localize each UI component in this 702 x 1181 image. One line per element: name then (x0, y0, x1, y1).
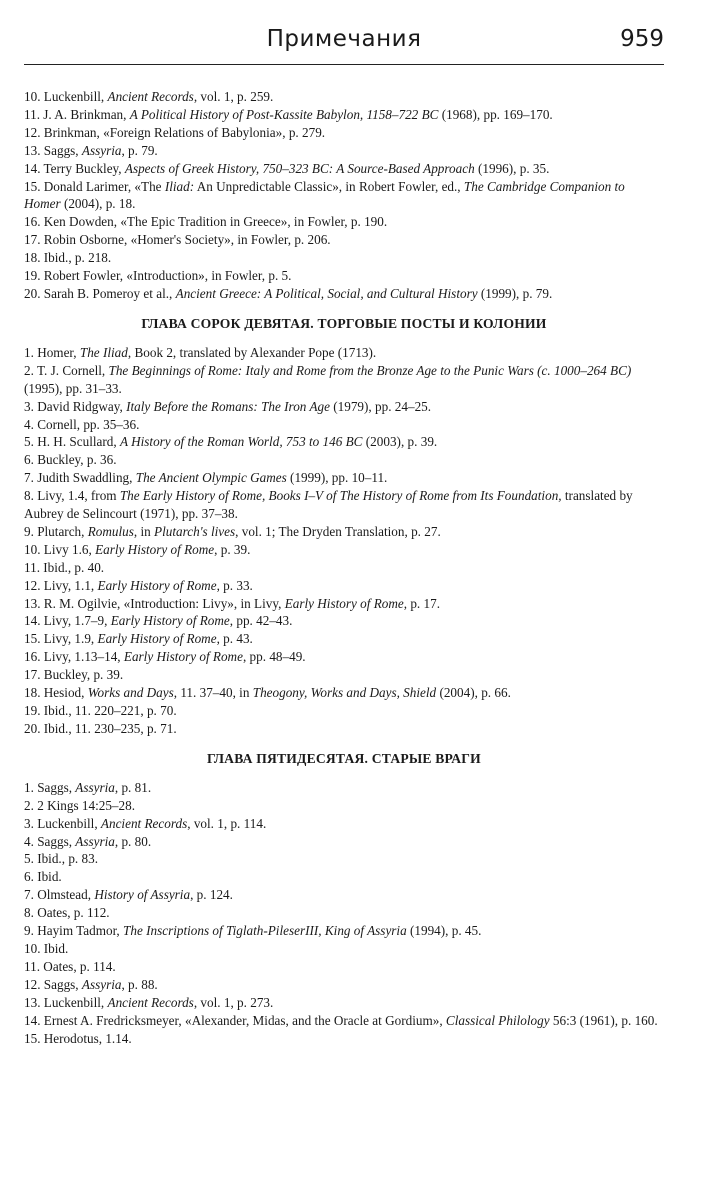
notes-section (24, 88, 664, 303)
note-text: , p. 17. (403, 595, 440, 611)
note-title-italic: Early History of Rome (284, 595, 404, 611)
note-text: 12. Saggs, (24, 976, 82, 992)
note-item (24, 541, 664, 559)
note-text: , vol. 1; The Dryden Translation, p. 27. (235, 523, 441, 539)
note-text: 17. Buckley, p. 39. (24, 667, 124, 683)
note-text: 3. Luckenbill, (24, 815, 101, 831)
note-item (24, 231, 664, 249)
note-item (24, 720, 664, 738)
note-text: 10. Ibid. (24, 940, 69, 956)
note-title-italic: Ancient Greece: A Political, Social, and Cultural History (175, 285, 478, 301)
note-item (24, 630, 664, 648)
note-text: 13. Saggs, (24, 142, 82, 158)
note-item (24, 88, 664, 106)
note-item (24, 940, 664, 958)
note-text: (1999), pp. 10–11. (286, 470, 388, 486)
note-title-italic: Theogony, Works and Days, Shield (252, 685, 437, 701)
notes-section (24, 750, 664, 1048)
note-text: 14. Livy, 1.7–9, (24, 613, 111, 629)
note-text: , pp. 48–49. (242, 649, 306, 665)
note-text: , p. 79. (121, 142, 158, 158)
note-item (24, 994, 664, 1012)
note-title-italic: Ancient Records (100, 815, 188, 831)
note-title-italic: Early History of Rome (97, 577, 217, 593)
note-item (24, 142, 664, 160)
note-item (24, 797, 664, 815)
note-text: 8. Oates, p. 112. (24, 905, 110, 921)
running-header (24, 24, 664, 65)
note-item (24, 267, 664, 285)
note-text: , Book 2, translated by Alexander Pope (1713). (127, 344, 377, 360)
note-item (24, 958, 664, 976)
note-item (24, 779, 664, 797)
note-text: 4. Cornell, pp. 35–36. (24, 416, 140, 432)
note-text: , vol. 1, p. 259. (193, 89, 274, 104)
note-text: (2004), p. 18. (60, 196, 136, 212)
note-text: 14. Terry Buckley, (24, 160, 125, 176)
note-item (24, 160, 664, 178)
chapter-heading: ГЛАВА СОРОК ДЕВЯТАЯ. ТОРГОВЫЕ ПОСТЫ И КОЛОНИИ (141, 315, 547, 331)
note-text: 19. Robert Fowler, «Introduction», in Fowler, p. 5. (24, 268, 292, 284)
note-title-italic: Classical Philology (445, 1012, 550, 1028)
note-item (24, 612, 664, 630)
note-item (24, 344, 664, 362)
note-item (24, 886, 664, 904)
note-text: , pp. 42–43. (229, 613, 293, 629)
note-text: , vol. 1, p. 273. (193, 994, 274, 1010)
note-item (24, 684, 664, 702)
note-title-italic: Aspects of Greek History, 750–323 BC: A Source-Based Approach (124, 160, 475, 176)
note-item (24, 362, 664, 398)
note-title-italic: Italy Before the Romans: The Iron Age (126, 398, 330, 414)
note-title-italic: Plutarch's lives (154, 523, 236, 539)
note-item (24, 976, 664, 994)
note-item (24, 815, 664, 833)
note-text: 16. Ken Dowden, «The Epic Tradition in Greece», in Fowler, p. 190. (24, 214, 388, 230)
note-item (24, 1012, 664, 1030)
note-text: (1994), p. 45. (406, 923, 482, 939)
note-title-italic: The Cambridge Companion to Homer (24, 178, 625, 212)
note-text: (1968), pp. 169–170. (438, 106, 553, 122)
note-title-italic: Assyria (81, 142, 122, 158)
note-text: 2. T. J. Cornell, (24, 362, 109, 378)
note-text: 1. Saggs, (24, 779, 76, 795)
notes-section (24, 315, 664, 738)
note-item (24, 595, 664, 613)
note-text: An Unpredictable Classic», in Robert Fowler, ed., (194, 178, 464, 194)
note-text: (1996), p. 35. (474, 160, 550, 176)
note-text: , 11. 37–40, in (173, 685, 253, 701)
note-item (24, 124, 664, 142)
note-text: 6. Ibid. (24, 869, 62, 885)
note-title-italic: Ancient Records (107, 89, 194, 104)
note-item (24, 249, 664, 267)
note-title-italic: The Inscriptions of Tiglath-PileserIII, King of Assyria (123, 923, 407, 939)
note-text: 5. Ibid., p. 83. (24, 851, 98, 867)
note-item (24, 833, 664, 851)
note-title-italic: Early History of Rome (97, 631, 217, 647)
note-text: 19. Ibid., 11. 220–221, p. 70. (24, 703, 177, 718)
note-text: 18. Hesiod, (24, 685, 88, 701)
notes-content (24, 88, 664, 1047)
note-item (24, 523, 664, 541)
note-text: 15. Donald Larimer, «The (24, 178, 165, 194)
note-item (24, 666, 664, 684)
note-text: 7. Judith Swaddling, (24, 470, 136, 486)
note-text: 5. H. H. Scullard, (24, 434, 120, 450)
note-text: , p. 43. (216, 631, 253, 647)
note-text: 15. Herodotus, 1.14. (24, 1030, 132, 1046)
note-text: 1. Homer, (24, 344, 80, 360)
note-item (24, 922, 664, 940)
note-item (24, 451, 664, 469)
note-text: , p. 39. (214, 541, 251, 557)
note-text: , p. 88. (121, 976, 158, 992)
note-title-italic: Early History of Rome (110, 613, 230, 629)
note-item (24, 904, 664, 922)
note-item (24, 648, 664, 666)
note-text: 11. J. A. Brinkman, (24, 106, 130, 122)
note-text: 56:3 (1961), p. 160. (549, 1012, 658, 1028)
note-text: 3. David Ridgway, (24, 398, 127, 414)
note-item (24, 416, 664, 434)
note-title-italic: Early History of Rome (123, 649, 243, 665)
note-title-italic: The Early History of Rome, Books I–V of The History of Rome from Its Foundation, (119, 488, 562, 504)
note-text: 11. Oates, p. 114. (24, 958, 116, 974)
note-title-italic: Assyria (81, 976, 122, 992)
note-title-italic: Ancient Records (107, 994, 194, 1010)
note-text: 16. Livy, 1.13–14, (24, 649, 124, 665)
note-item (24, 398, 664, 416)
note-title-italic: Works and Days (87, 685, 174, 701)
note-text: 12. Livy, 1.1, (24, 577, 98, 593)
note-item (24, 559, 664, 577)
note-item (24, 433, 664, 451)
note-text: 9. Plutarch, (24, 523, 88, 539)
note-text: , in (133, 523, 155, 539)
note-item (24, 469, 664, 487)
note-item (24, 868, 664, 886)
note-title-italic: History of Assyria (94, 887, 191, 903)
note-text: (1995), pp. 31–33. (24, 380, 122, 396)
note-item (24, 178, 664, 214)
note-title-italic: A History of the Roman World, 753 to 146 BC (119, 434, 363, 450)
note-text: translated by Aubrey de Selincourt (1971), pp. 37–38. (24, 488, 633, 522)
note-text: 14. Ernest A. Fredricksmeyer, «Alexander, Midas, and the Oracle at Gordium», (24, 1012, 446, 1028)
note-title-italic: Iliad: (164, 178, 195, 194)
note-title-italic: Early History of Rome (95, 541, 215, 557)
note-text: 2. 2 Kings 14:25–28. (24, 797, 135, 813)
note-text: (2003), p. 39. (362, 434, 438, 450)
note-item (24, 1030, 664, 1048)
note-title-italic: The Beginnings of Rome: Italy and Rome from the Bronze Age to the Punic Wars (c. 1000–264 BC) (108, 362, 632, 378)
note-title-italic: A Political History of Post-Kassite Babylon, 1158–722 BC (129, 106, 439, 122)
note-title-italic: Assyria (75, 833, 115, 849)
note-text: 20. Ibid., 11. 230–235, p. 71. (24, 720, 177, 736)
note-text: 18. Ibid., p. 218. (24, 250, 112, 266)
note-title-italic: Assyria (75, 779, 115, 795)
note-text: 12. Brinkman, «Foreign Relations of Babylonia», p. 279. (24, 124, 326, 140)
chapter-heading: ГЛАВА ПЯТИДЕСЯТАЯ. СТАРЫЕ ВРАГИ (207, 750, 481, 766)
note-text: (2004), p. 66. (436, 685, 511, 701)
note-text: , vol. 1, p. 114. (187, 815, 267, 831)
note-title-italic: Romulus (87, 523, 134, 539)
note-text: (1979), pp. 24–25. (329, 398, 432, 414)
page-number: 959 (620, 26, 664, 52)
note-item (24, 577, 664, 595)
note-text: , p. 33. (216, 577, 253, 593)
note-text: , p. 81. (114, 779, 152, 795)
note-text: 10. Luckenbill, (24, 89, 108, 104)
note-item (24, 850, 664, 868)
note-text: 13. Luckenbill, (24, 994, 108, 1010)
note-text: 15. Livy, 1.9, (24, 631, 98, 647)
note-text: 11. Ibid., p. 40. (24, 559, 105, 575)
note-text: 13. R. M. Ogilvie, «Introduction: Livy», in Livy, (24, 595, 285, 611)
note-title-italic: The Ancient Olympic Games (135, 470, 287, 486)
note-text: , p. 80. (114, 833, 152, 849)
note-item (24, 702, 664, 720)
note-text: 8. Livy, 1.4, from (24, 488, 120, 504)
note-text: 17. Robin Osborne, «Homer's Society», in Fowler, p. 206. (24, 232, 331, 248)
note-item (24, 213, 664, 231)
note-text: 7. Olmstead, (24, 887, 95, 903)
note-text: 10. Livy 1.6, (24, 541, 96, 557)
note-text: 20. Sarah B. Pomeroy et al., (24, 285, 176, 301)
note-text: 9. Hayim Tadmor, (24, 923, 124, 939)
note-text: , p. 124. (190, 887, 233, 903)
header-title: Примечания (266, 26, 422, 52)
note-text: 6. Buckley, p. 36. (24, 452, 117, 468)
note-item (24, 487, 664, 523)
note-item (24, 106, 664, 124)
note-item (24, 285, 664, 303)
note-text: 4. Saggs, (24, 833, 76, 849)
note-title-italic: The Iliad (79, 344, 128, 360)
note-text: (1999), p. 79. (477, 285, 553, 301)
